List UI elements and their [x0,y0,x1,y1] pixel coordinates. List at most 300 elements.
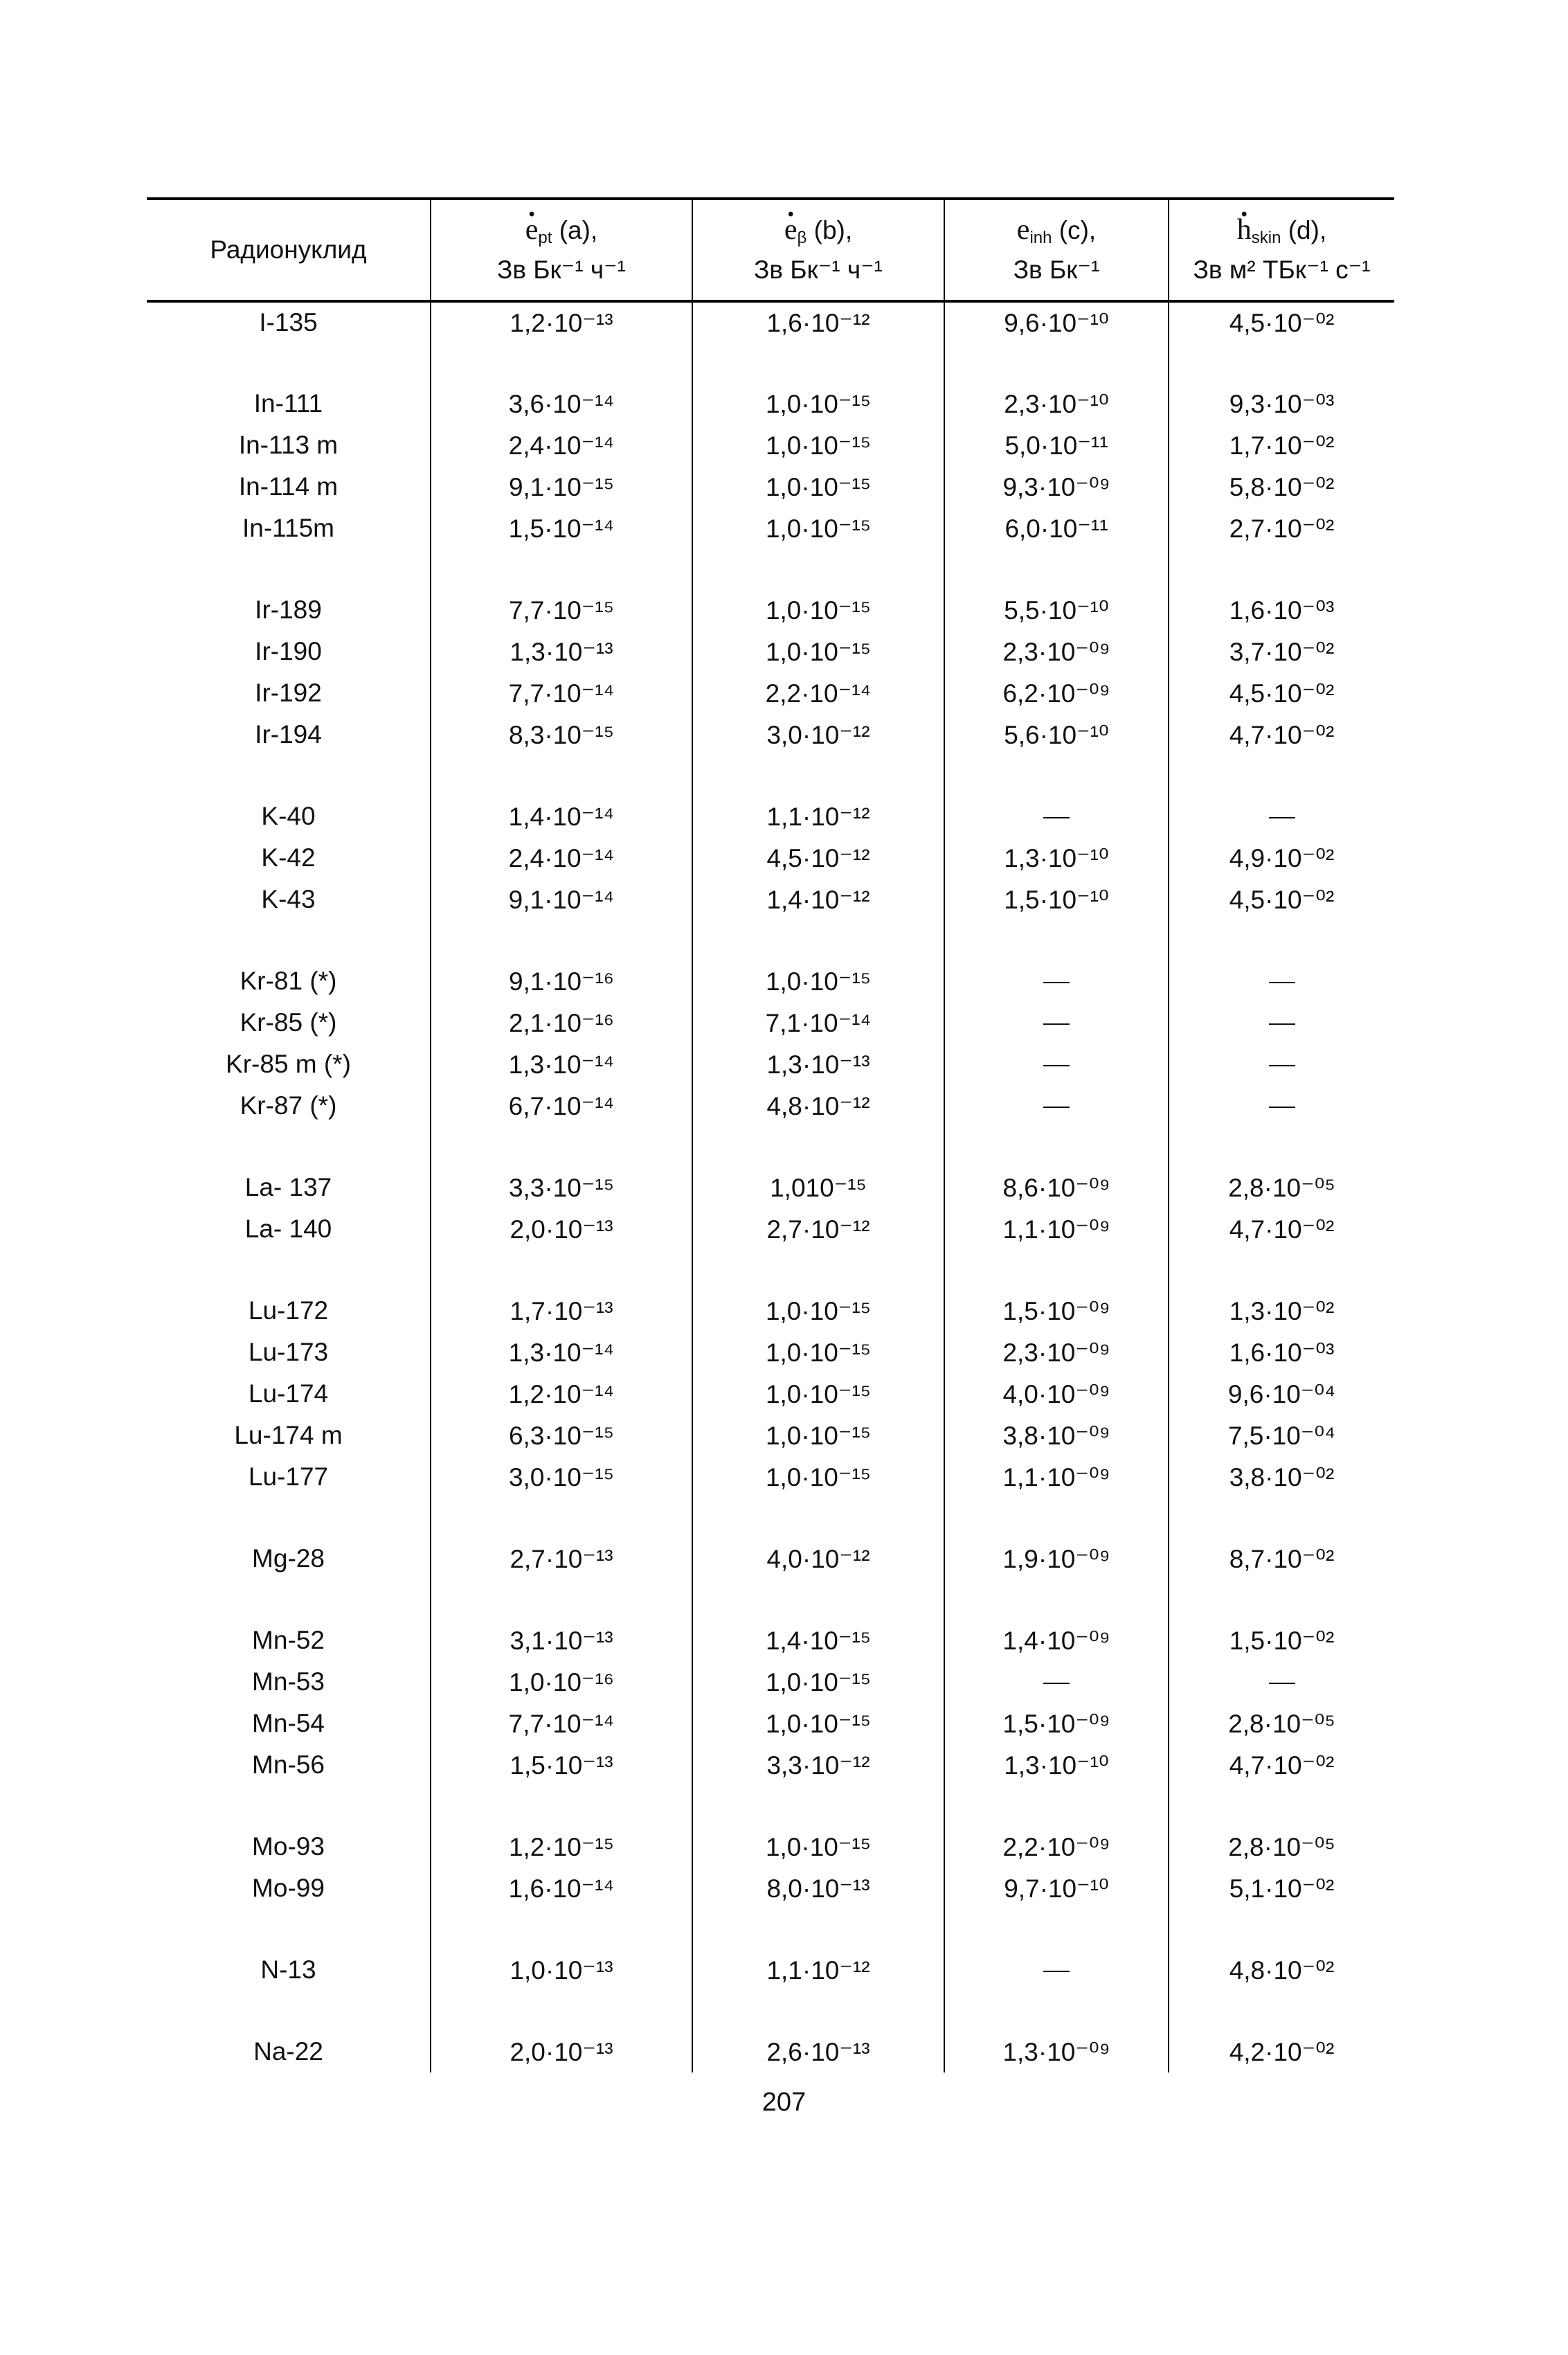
cell-e-inh [944,1085,1169,1127]
spacer-cell [147,1250,431,1290]
table-row [147,1826,1394,1868]
spacer-cell [147,1909,431,1949]
cell-e-pt: 2,7·10⁻¹³ [431,1538,692,1579]
group-spacer-row [147,549,1394,589]
spacer-cell [692,1909,944,1949]
spacer-cell [692,920,944,960]
cell-e-inh: 6,2·10⁻⁰⁹ [944,672,1169,714]
cell-h-skin: 4,8·10⁻⁰² [1169,1949,1394,1991]
cell-e-beta: 1,0·10⁻¹⁵ [692,1703,944,1744]
cell-radionuclide: Na-22 [253,2037,323,2066]
cell-radionuclide: Kr-81 (*) [240,967,337,995]
spacer-cell [692,1498,944,1538]
table-row [147,1290,1394,1332]
cell-h-skin [1169,796,1394,837]
spacer-cell [1169,1127,1394,1167]
group-spacer-row [147,1991,1394,2031]
table-row [147,1703,1394,1744]
cell-h-skin: 1,5·10⁻⁰² [1169,1620,1394,1661]
cell-radionuclide: In-113 m [238,431,339,459]
spacer-cell [944,1909,1169,1949]
header-subscript: inh [1029,229,1052,247]
cell-h-skin [1169,1002,1394,1044]
cell-h-skin: 4,2·10⁻⁰² [1169,2031,1394,2072]
cell-radionuclide: Kr-85 (*) [240,1008,337,1037]
cell-e-inh: 2,3·10⁻⁰⁹ [944,631,1169,672]
table-header [147,199,1394,301]
cell-e-inh [944,1949,1169,1991]
spacer-cell [944,1498,1169,1538]
radionuclide-table [147,197,1394,2072]
cell-radionuclide: Ir-192 [255,679,322,707]
cell-e-inh: 1,1·10⁻⁰⁹ [944,1208,1169,1250]
cell-radionuclide: In-114 m [238,472,339,501]
table-row [147,1868,1394,1909]
header-suffix: (d), [1281,216,1327,244]
cell-e-pt: 2,1·10⁻¹⁶ [431,1002,692,1044]
group-spacer-row [147,755,1394,796]
spacer-cell [147,1991,431,2031]
cell-radionuclide: Lu-174 [248,1379,329,1408]
spacer-cell [1169,343,1394,383]
cell-e-inh: 3,8·10⁻⁰⁹ [944,1415,1169,1456]
header-subscript: β [797,229,807,247]
group-spacer-row [147,1579,1394,1620]
spacer-cell [147,343,431,383]
spacer-cell [147,549,431,589]
cell-radionuclide: Lu-174 m [234,1421,343,1449]
table-row [147,589,1394,631]
header-formula [431,214,692,254]
cell-e-beta: 1,0·10⁻¹⁵ [692,424,944,466]
dash-mark [1269,1107,1295,1108]
cell-h-skin: 3,8·10⁻⁰² [1169,1456,1394,1498]
cell-e-pt: 1,5·10⁻¹⁴ [431,508,692,549]
cell-e-pt: 1,3·10⁻¹⁴ [431,1332,692,1373]
cell-h-skin: 1,3·10⁻⁰² [1169,1290,1394,1332]
group-spacer-row [147,1250,1394,1290]
cell-h-skin: 7,5·10⁻⁰⁴ [1169,1415,1394,1456]
cell-e-inh: 1,3·10⁻⁰⁹ [944,2031,1169,2072]
table-row [147,1044,1394,1085]
header-subscript: skin [1251,229,1281,247]
cell-e-beta: 2,7·10⁻¹² [692,1208,944,1250]
cell-e-inh: 1,5·10⁻⁰⁹ [944,1290,1169,1332]
cell-h-skin: 3,7·10⁻⁰² [1169,631,1394,672]
cell-h-skin: 1,6·10⁻⁰³ [1169,1332,1394,1373]
cell-e-inh: 1,3·10⁻¹⁰ [944,837,1169,879]
table-row [147,466,1394,508]
table-row [147,1002,1394,1044]
cell-h-skin: 4,7·10⁻⁰² [1169,714,1394,755]
cell-h-skin: 4,5·10⁻⁰² [1169,672,1394,714]
table-body [147,301,1394,2072]
table-row [147,424,1394,466]
spacer-cell [431,1909,692,1949]
spacer-cell [692,1579,944,1620]
dash-mark [1269,1023,1295,1025]
spacer-cell [431,549,692,589]
table-row [147,1085,1394,1127]
dash-mark [1043,1065,1070,1066]
cell-radionuclide: Lu-173 [248,1338,329,1366]
cell-radionuclide: In-111 [253,389,323,418]
cell-e-inh: 2,2·10⁻⁰⁹ [944,1826,1169,1868]
cell-e-beta: 1,0·10⁻¹⁵ [692,589,944,631]
cell-e-pt: 8,3·10⁻¹⁵ [431,714,692,755]
cell-e-pt: 2,4·10⁻¹⁴ [431,837,692,879]
spacer-cell [944,1786,1169,1826]
cell-radionuclide: Mn-56 [252,1750,325,1779]
cell-e-pt: 3,0·10⁻¹⁵ [431,1456,692,1498]
spacer-cell [692,1786,944,1826]
group-spacer-row [147,1127,1394,1167]
cell-e-beta: 3,3·10⁻¹² [692,1744,944,1786]
cell-h-skin: 8,7·10⁻⁰² [1169,1538,1394,1579]
dash-mark [1043,1023,1070,1025]
cell-e-pt: 1,4·10⁻¹⁴ [431,796,692,837]
cell-e-beta: 2,2·10⁻¹⁴ [692,672,944,714]
dash-mark [1269,817,1295,818]
cell-radionuclide: Mo-99 [252,1874,325,1902]
cell-e-inh: 5,0·10⁻¹¹ [944,424,1169,466]
cell-h-skin: 9,3·10⁻⁰³ [1169,383,1394,424]
cell-radionuclide: Mn-53 [252,1667,325,1696]
spacer-cell [944,920,1169,960]
cell-h-skin: 2,8·10⁻⁰⁵ [1169,1703,1394,1744]
cell-radionuclide: Ir-190 [255,637,322,665]
cell-e-pt: 1,6·10⁻¹⁴ [431,1868,692,1909]
cell-e-pt: 3,6·10⁻¹⁴ [431,383,692,424]
cell-e-pt: 2,0·10⁻¹³ [431,2031,692,2072]
cell-e-inh: 1,3·10⁻¹⁰ [944,1744,1169,1786]
spacer-cell [944,1250,1169,1290]
cell-h-skin [1169,1044,1394,1085]
cell-e-pt: 1,5·10⁻¹³ [431,1744,692,1786]
table-row [147,796,1394,837]
table-row [147,1373,1394,1415]
cell-e-pt: 1,0·10⁻¹³ [431,1949,692,1991]
cell-e-beta: 7,1·10⁻¹⁴ [692,1002,944,1044]
dash-mark [1043,982,1070,983]
header-units: Зв Бк⁻¹ ч⁻¹ [753,256,883,284]
table-row [147,508,1394,549]
header-suffix: (c), [1052,216,1097,244]
cell-e-beta: 1,1·10⁻¹² [692,796,944,837]
cell-e-beta: 1,4·10⁻¹² [692,879,944,920]
cell-e-beta: 3,0·10⁻¹² [692,714,944,755]
cell-e-beta: 1,0·10⁻¹⁵ [692,1373,944,1415]
cell-e-beta: 2,6·10⁻¹³ [692,2031,944,2072]
dash-mark [1269,982,1295,983]
cell-e-beta: 1,0·10⁻¹⁵ [692,1661,944,1703]
cell-h-skin: 4,7·10⁻⁰² [1169,1744,1394,1786]
cell-radionuclide: Lu-177 [248,1462,329,1491]
cell-e-inh: 1,1·10⁻⁰⁹ [944,1456,1169,1498]
cell-e-pt: 7,7·10⁻¹⁴ [431,672,692,714]
cell-radionuclide: N-13 [260,1955,316,1984]
cell-e-pt: 7,7·10⁻¹⁵ [431,589,692,631]
header-symbol: · e [525,214,539,246]
table-row [147,672,1394,714]
cell-e-inh: 2,3·10⁻⁰⁹ [944,1332,1169,1373]
cell-e-inh [944,1044,1169,1085]
spacer-cell [1169,920,1394,960]
cell-e-pt: 1,2·10⁻¹³ [431,301,692,343]
header-radionuclide [147,199,431,301]
spacer-cell [431,343,692,383]
spacer-cell [147,1786,431,1826]
cell-e-beta: 1,0·10⁻¹⁵ [692,1826,944,1868]
cell-e-beta: 1,0·10⁻¹⁵ [692,508,944,549]
spacer-cell [1169,755,1394,796]
cell-h-skin: 2,7·10⁻⁰² [1169,508,1394,549]
cell-e-beta: 1,0·10⁻¹⁵ [692,466,944,508]
spacer-cell [692,549,944,589]
header-subscript: pt [538,229,552,247]
cell-h-skin: 4,5·10⁻⁰² [1169,301,1394,343]
cell-h-skin: 1,6·10⁻⁰³ [1169,589,1394,631]
spacer-cell [431,1127,692,1167]
spacer-cell [692,1250,944,1290]
header-e-pt [431,199,692,301]
page-number: 207 [762,2088,806,2117]
cell-radionuclide: Mo-93 [252,1832,325,1861]
cell-h-skin: 4,7·10⁻⁰² [1169,1208,1394,1250]
cell-h-skin: 5,8·10⁻⁰² [1169,466,1394,508]
cell-radionuclide: Mn-54 [252,1709,325,1737]
table-row [147,1208,1394,1250]
cell-e-inh [944,796,1169,837]
cell-e-inh: 8,6·10⁻⁰⁹ [944,1167,1169,1208]
table-row [147,960,1394,1002]
cell-h-skin [1169,1085,1394,1127]
spacer-cell [431,1250,692,1290]
cell-radionuclide: Lu-172 [248,1296,329,1325]
cell-e-pt: 1,3·10⁻¹³ [431,631,692,672]
spacer-cell [944,343,1169,383]
table-row [147,1332,1394,1373]
cell-e-pt: 7,7·10⁻¹⁴ [431,1703,692,1744]
cell-e-pt: 9,1·10⁻¹⁶ [431,960,692,1002]
cell-e-beta: 4,5·10⁻¹² [692,837,944,879]
cell-e-beta: 1,3·10⁻¹³ [692,1044,944,1085]
spacer-cell [431,920,692,960]
spacer-cell [944,1991,1169,2031]
cell-e-pt: 6,7·10⁻¹⁴ [431,1085,692,1127]
header-suffix: (a), [552,216,598,244]
spacer-cell [431,1786,692,1826]
header-h-skin [1169,199,1394,301]
cell-e-inh: 9,7·10⁻¹⁰ [944,1868,1169,1909]
cell-radionuclide: In-115m [242,514,334,542]
spacer-cell [944,1579,1169,1620]
dash-mark [1043,1107,1070,1108]
cell-h-skin: 1,7·10⁻⁰² [1169,424,1394,466]
cell-h-skin: 5,1·10⁻⁰² [1169,1868,1394,1909]
cell-radionuclide: Ir-189 [255,596,322,624]
cell-radionuclide: Mn-52 [252,1626,325,1654]
cell-radionuclide: Kr-87 (*) [240,1091,337,1120]
dash-mark [1043,1971,1070,1972]
table-row [147,301,1394,343]
cell-e-beta: 4,8·10⁻¹² [692,1085,944,1127]
spacer-cell [944,1127,1169,1167]
header-units: Зв м² ТБк⁻¹ с⁻¹ [1193,256,1371,284]
cell-e-inh: 6,0·10⁻¹¹ [944,508,1169,549]
group-spacer-row [147,1498,1394,1538]
group-spacer-row [147,343,1394,383]
cell-e-inh: 1,5·10⁻¹⁰ [944,879,1169,920]
table-row [147,383,1394,424]
cell-e-inh: 9,6·10⁻¹⁰ [944,301,1169,343]
header-symbol: · h [1237,214,1252,246]
cell-e-inh: 1,5·10⁻⁰⁹ [944,1703,1169,1744]
cell-e-pt: 2,4·10⁻¹⁴ [431,424,692,466]
cell-e-beta: 1,0·10⁻¹⁵ [692,1456,944,1498]
table-row [147,1538,1394,1579]
header-formula [1169,214,1394,254]
dash-mark [1269,1065,1295,1066]
header-units: Зв Бк⁻¹ [1013,256,1100,284]
header-symbol: · e [784,214,797,246]
cell-h-skin [1169,1661,1394,1703]
cell-e-inh: 1,4·10⁻⁰⁹ [944,1620,1169,1661]
header-formula [693,214,944,254]
cell-e-beta: 1,4·10⁻¹⁵ [692,1620,944,1661]
spacer-cell [147,1579,431,1620]
spacer-cell [692,1127,944,1167]
cell-radionuclide: K-43 [261,885,316,913]
spacer-cell [147,1127,431,1167]
cell-e-inh: 5,5·10⁻¹⁰ [944,589,1169,631]
cell-h-skin: 2,8·10⁻⁰⁵ [1169,1826,1394,1868]
cell-radionuclide: La- 140 [244,1215,332,1243]
cell-radionuclide: Mg-28 [252,1544,325,1573]
header-formula [945,214,1168,254]
group-spacer-row [147,920,1394,960]
group-spacer-row [147,1786,1394,1826]
header-e-beta [692,199,944,301]
spacer-cell [1169,1498,1394,1538]
cell-e-beta: 1,1·10⁻¹² [692,1949,944,1991]
table-row [147,1415,1394,1456]
table-row [147,631,1394,672]
cell-e-pt: 1,2·10⁻¹⁴ [431,1373,692,1415]
spacer-cell [1169,549,1394,589]
cell-h-skin: 4,9·10⁻⁰² [1169,837,1394,879]
dash-mark [1043,1683,1070,1684]
spacer-cell [147,755,431,796]
cell-e-pt: 9,1·10⁻¹⁴ [431,879,692,920]
cell-h-skin: 2,8·10⁻⁰⁵ [1169,1167,1394,1208]
table-row [147,1949,1394,1991]
cell-e-beta: 1,010⁻¹⁵ [692,1167,944,1208]
cell-e-pt: 1,7·10⁻¹³ [431,1290,692,1332]
cell-e-beta: 1,0·10⁻¹⁵ [692,1290,944,1332]
cell-e-beta: 1,0·10⁻¹⁵ [692,383,944,424]
table-row [147,879,1394,920]
cell-e-inh [944,1002,1169,1044]
spacer-cell [147,1498,431,1538]
spacer-cell [692,1991,944,2031]
cell-e-beta: 1,6·10⁻¹² [692,301,944,343]
spacer-cell [944,549,1169,589]
header-units: Зв Бк⁻¹ ч⁻¹ [496,256,626,284]
cell-radionuclide: K-42 [261,843,316,872]
header-label: Радионуклид [210,235,367,264]
spacer-cell [431,755,692,796]
cell-e-inh: 9,3·10⁻⁰⁹ [944,466,1169,508]
cell-e-pt: 1,3·10⁻¹⁴ [431,1044,692,1085]
cell-e-inh: 5,6·10⁻¹⁰ [944,714,1169,755]
header-row [147,199,1394,301]
spacer-cell [1169,1250,1394,1290]
cell-e-beta: 4,0·10⁻¹² [692,1538,944,1579]
spacer-cell [692,755,944,796]
cell-e-beta: 1,0·10⁻¹⁵ [692,1332,944,1373]
cell-e-pt: 9,1·10⁻¹⁵ [431,466,692,508]
spacer-cell [147,920,431,960]
cell-h-skin: 4,5·10⁻⁰² [1169,879,1394,920]
cell-e-pt: 6,3·10⁻¹⁵ [431,1415,692,1456]
cell-e-beta: 1,0·10⁻¹⁵ [692,1415,944,1456]
table-row [147,1167,1394,1208]
cell-radionuclide: I-135 [259,308,318,337]
cell-e-beta: 8,0·10⁻¹³ [692,1868,944,1909]
header-suffix: (b), [806,216,853,244]
dash-mark [1269,1683,1295,1684]
table-row [147,837,1394,879]
spacer-cell [1169,1786,1394,1826]
header-e-inh [944,199,1169,301]
cell-radionuclide: K-40 [261,802,316,830]
cell-e-pt: 1,2·10⁻¹⁵ [431,1826,692,1868]
cell-e-beta: 1,0·10⁻¹⁵ [692,960,944,1002]
spacer-cell [1169,1579,1394,1620]
cell-e-pt: 3,1·10⁻¹³ [431,1620,692,1661]
cell-h-skin [1169,960,1394,1002]
spacer-cell [431,1498,692,1538]
spacer-cell [944,755,1169,796]
table-row [147,1744,1394,1786]
cell-e-inh: 4,0·10⁻⁰⁹ [944,1373,1169,1415]
group-spacer-row [147,1909,1394,1949]
table-row [147,2031,1394,2072]
cell-e-pt: 2,0·10⁻¹³ [431,1208,692,1250]
cell-e-inh [944,960,1169,1002]
cell-radionuclide: Ir-194 [255,720,322,749]
table-row [147,1620,1394,1661]
cell-e-inh [944,1661,1169,1703]
cell-e-beta: 1,0·10⁻¹⁵ [692,631,944,672]
spacer-cell [431,1991,692,2031]
spacer-cell [1169,1909,1394,1949]
cell-h-skin: 9,6·10⁻⁰⁴ [1169,1373,1394,1415]
spacer-cell [1169,1991,1394,2031]
spacer-cell [431,1579,692,1620]
cell-radionuclide: Kr-85 m (*) [226,1050,351,1078]
dash-mark [1043,817,1070,818]
cell-e-inh: 2,3·10⁻¹⁰ [944,383,1169,424]
table-row [147,1661,1394,1703]
cell-e-pt: 1,0·10⁻¹⁶ [431,1661,692,1703]
cell-radionuclide: La- 137 [244,1173,332,1201]
cell-e-pt: 3,3·10⁻¹⁵ [431,1167,692,1208]
cell-e-inh: 1,9·10⁻⁰⁹ [944,1538,1169,1579]
table-row [147,714,1394,755]
spacer-cell [692,343,944,383]
